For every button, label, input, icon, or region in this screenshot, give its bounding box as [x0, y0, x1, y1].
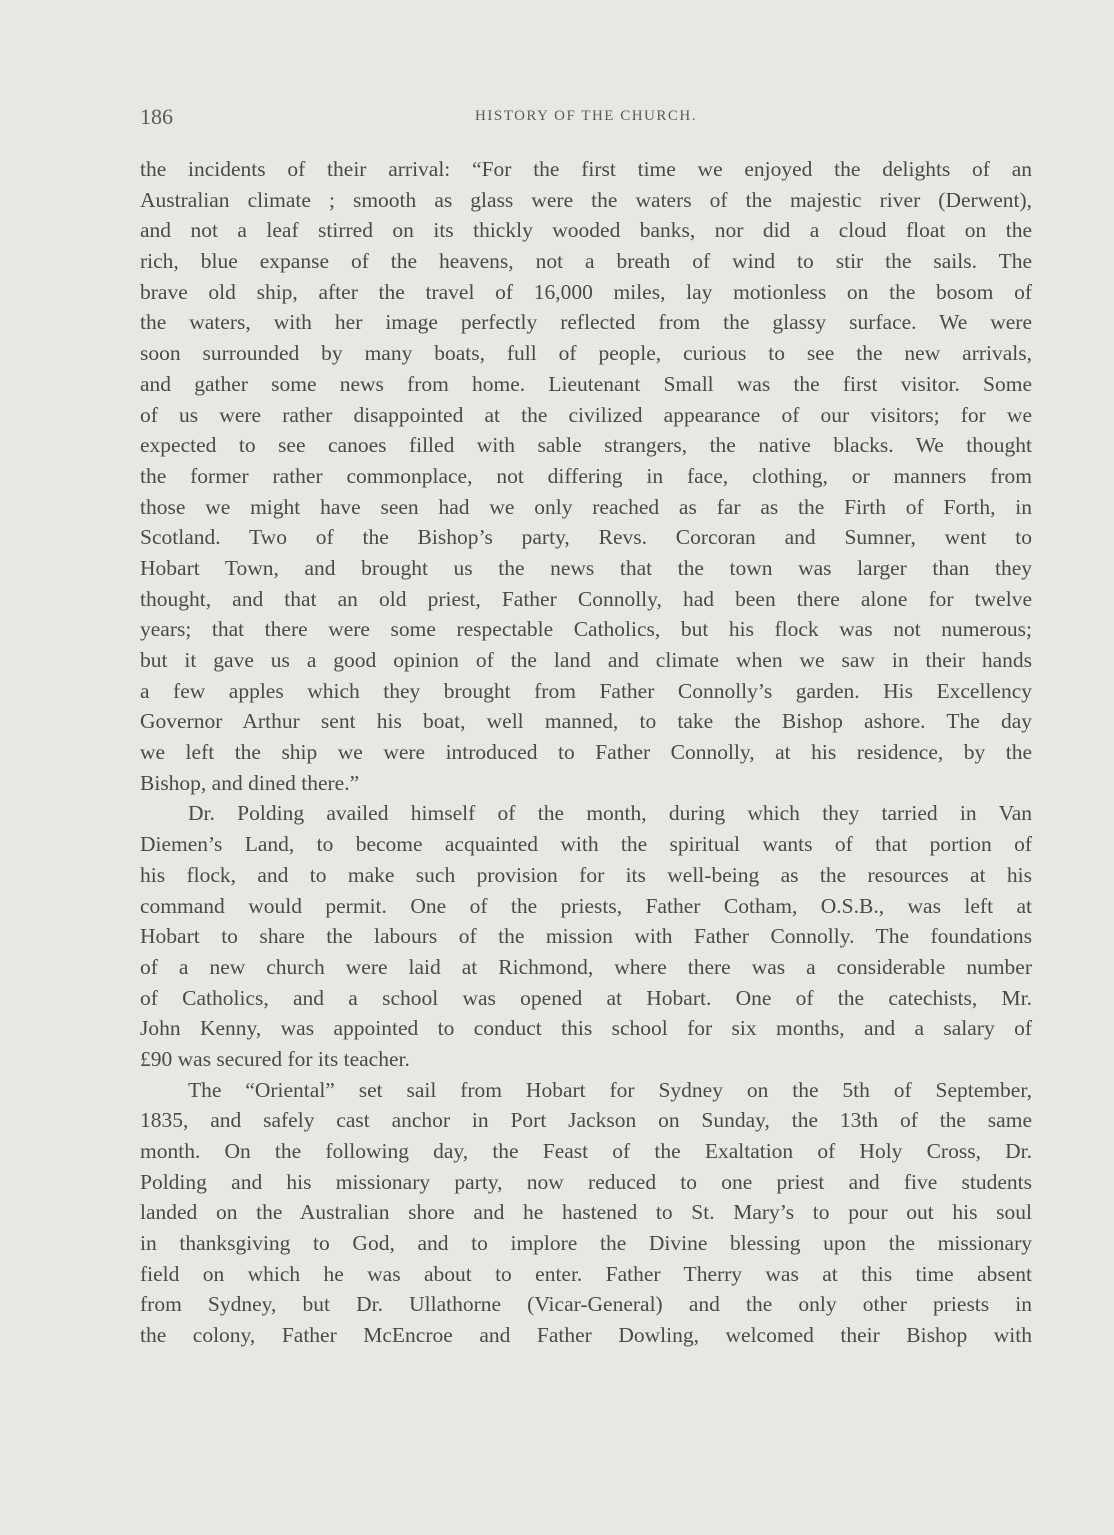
text-line: but it gave us a good opinion of the land and climate when we saw in their hands: [140, 648, 1032, 672]
text-line: of us were rather disappointed at the civilized appearance of our visitors; for we: [140, 402, 1032, 427]
text-line: landed on the Australian shore and he hastened to St. Mary’s to pour out his soul: [140, 1200, 1032, 1225]
text-line: month. On the following day, the Feast of the Exaltation of Holy Cross, Dr.: [140, 1139, 1032, 1163]
text-line: of a new church were laid at Richmond, where there was a considerable number: [140, 954, 1032, 979]
text-line: The “Oriental” set sail from Hobart for Sydney on the 5th of September,: [188, 1077, 1032, 1102]
text-line: rich, blue expanse of the heavens, not a breath of wind to stir the sails. The: [140, 249, 1032, 274]
text-line: field on which he was about to enter. Father Therry was at this time absent: [140, 1261, 1032, 1286]
body-text: [140, 154, 1032, 1351]
text-line: a few apples which they brought from Father Connolly’s garden. His Excellency: [140, 678, 1032, 703]
text-line: Hobart Town, and brought us the news that the town was larger than they: [140, 555, 1032, 580]
text-line: in thanksgiving to God, and to implore the Divine blessing upon the missionary: [140, 1231, 1032, 1256]
text-line: £90 was secured for its teacher.: [140, 1046, 410, 1071]
text-line: from Sydney, but Dr. Ullathorne (Vicar-General) and the only other priests in: [140, 1292, 1032, 1317]
text-line: Governor Arthur sent his boat, well manned, to take the Bishop ashore. The day: [140, 709, 1032, 734]
text-line: brave old ship, after the travel of 16,000 miles, lay motionless on the bosom of: [140, 279, 1032, 304]
text-line: the colony, Father McEncroe and Father Dowling, welcomed their Bishop with: [140, 1323, 1032, 1348]
text-line: his flock, and to make such provision for its well-being as the resources at his: [140, 862, 1032, 887]
page-number: 186: [140, 104, 173, 129]
text-line: of Catholics, and a school was opened at Hobart. One of the catechists, Mr.: [140, 985, 1032, 1010]
text-line: John Kenny, was appointed to conduct this school for six months, and a salary of: [140, 1016, 1032, 1041]
text-line: those we might have seen had we only reached as far as the Firth of Forth, in: [140, 494, 1032, 519]
text-line: 1835, and safely cast anchor in Port Jackson on Sunday, the 13th of the same: [140, 1108, 1032, 1133]
text-line: we left the ship we were introduced to Father Connolly, at his residence, by the: [140, 740, 1032, 765]
text-line: soon surrounded by many boats, full of people, curious to see the new arrivals,: [140, 341, 1032, 366]
text-line: and gather some news from home. Lieutenant Small was the first visitor. Some: [140, 371, 1032, 396]
text-line: and not a leaf stirred on its thickly wooded banks, nor did a cloud float on the: [140, 218, 1032, 243]
page-header: [140, 104, 1032, 134]
text-line: Bishop, and dined there.”: [140, 770, 360, 795]
text-line: Australian climate ; smooth as glass were the waters of the majestic river (Derwent),: [140, 187, 1032, 212]
text-line: expected to see canoes filled with sable strangers, the native blacks. We thought: [140, 433, 1032, 458]
text-line: Scotland. Two of the Bishop’s party, Revs. Corcoran and Sumner, went to: [140, 525, 1032, 550]
text-line: Polding and his missionary party, now reduced to one priest and five students: [140, 1169, 1032, 1194]
text-line: Dr. Polding availed himself of the month, during which they tarried in Van: [188, 801, 1032, 826]
text-line: Diemen’s Land, to become acquainted with the spiritual wants of that portion of: [140, 832, 1032, 857]
text-line: the former rather commonplace, not differing in face, clothing, or manners from: [140, 463, 1032, 488]
text-line: Hobart to share the labours of the mission with Father Connolly. The foundations: [140, 924, 1032, 949]
text-line: years; that there were some respectable Catholics, but his flock was not numerous;: [140, 617, 1032, 642]
text-line: the incidents of their arrival: “For the first time we enjoyed the delights of an: [140, 157, 1032, 181]
text-line: the waters, with her image perfectly reflected from the glassy surface. We were: [140, 310, 1032, 335]
text-line: thought, and that an old priest, Father Connolly, had been there alone for twelve: [140, 586, 1032, 611]
running-head: HISTORY OF THE CHURCH.: [475, 108, 697, 124]
text-line: command would permit. One of the priests, Father Cotham, O.S.B., was left at: [140, 893, 1032, 918]
